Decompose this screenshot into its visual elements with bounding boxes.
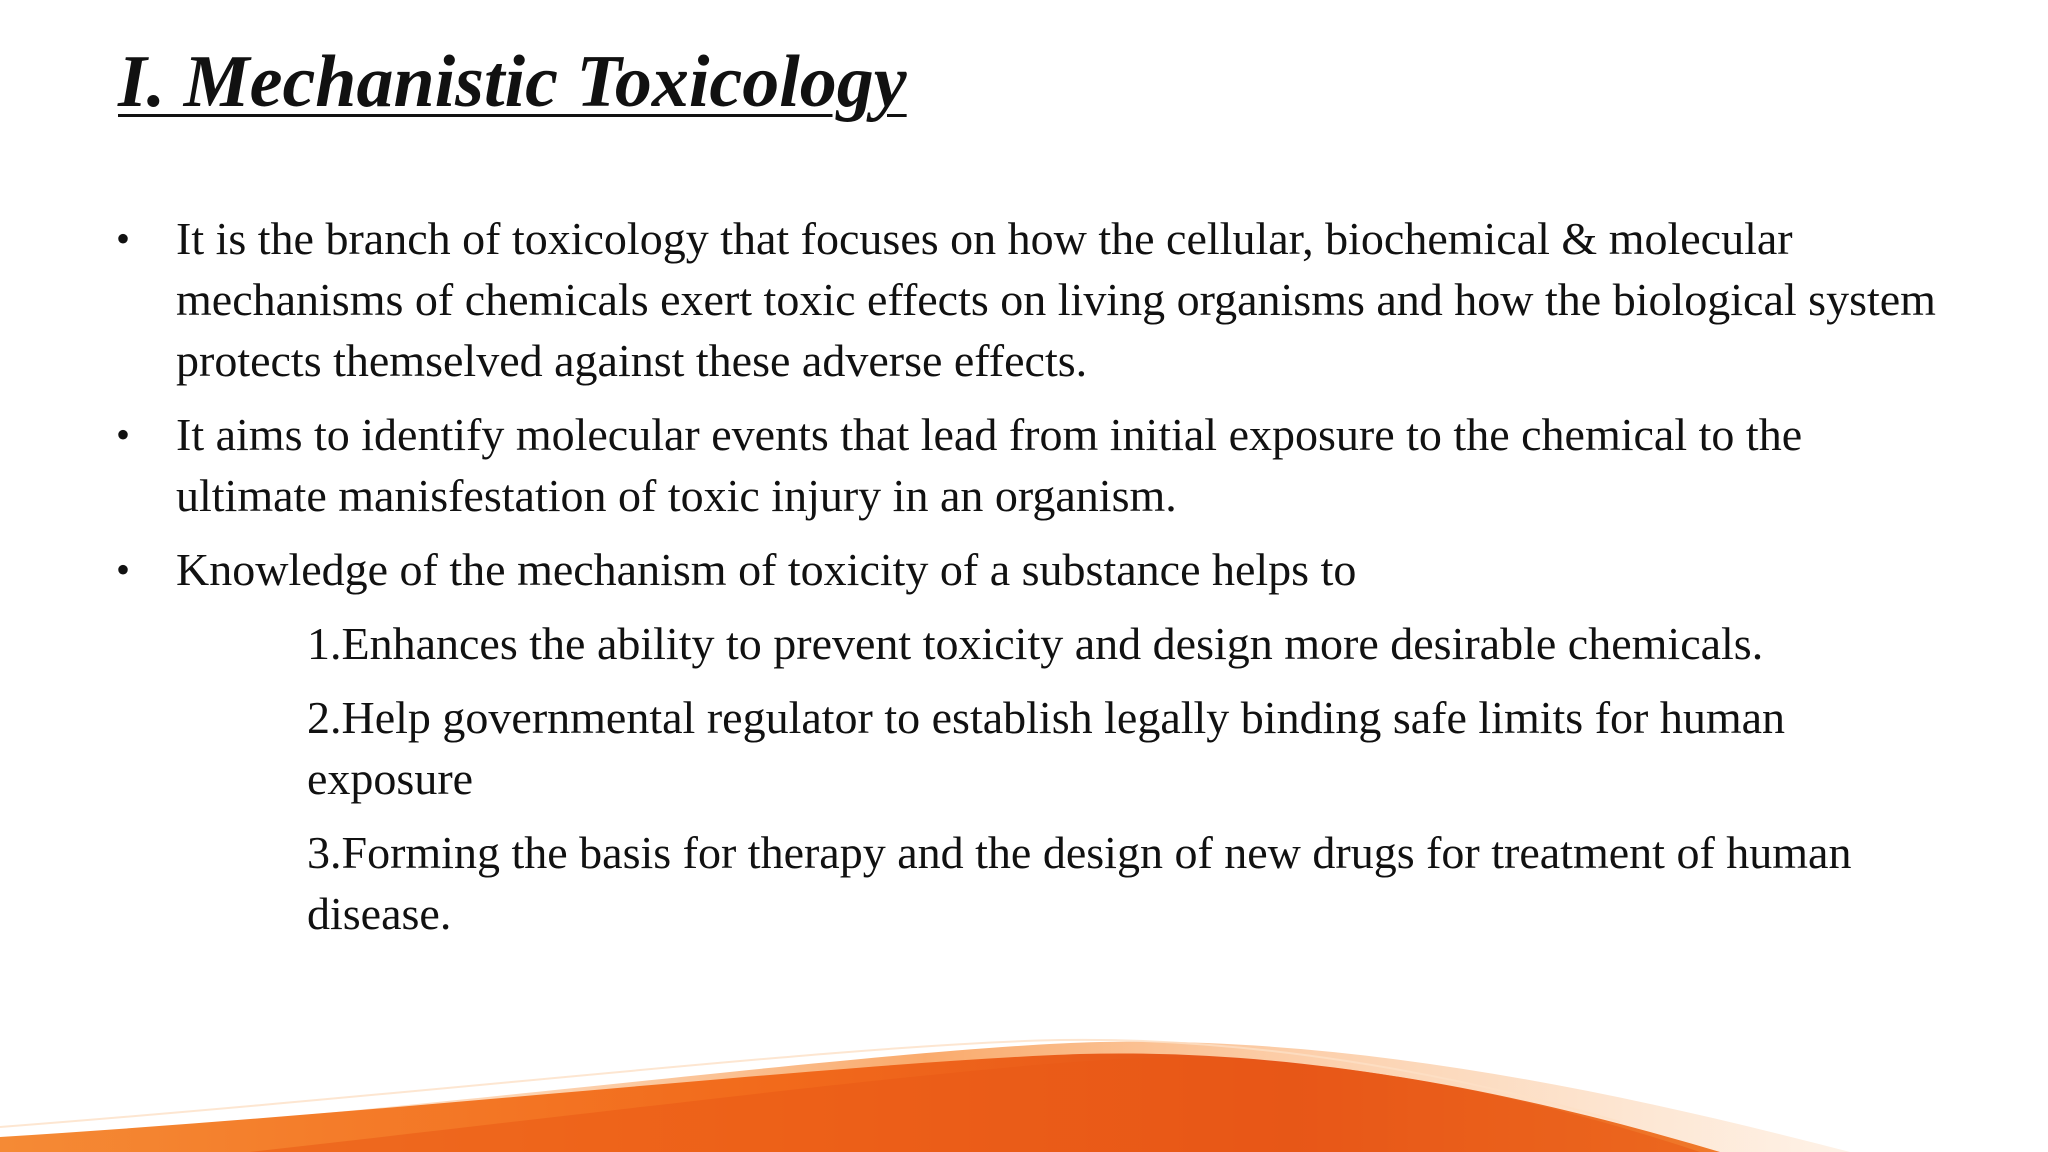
bullet-item: [112, 404, 1942, 526]
bullet-text: It is the branch of toxicology that focuses on how the cellular, biochemical & molecular mechanisms of chemicals exert toxic effects on living organisms and how the biological system protects themselved against these adverse effects.: [176, 213, 1936, 386]
bullet-item: [112, 539, 1942, 944]
numbered-item: 1.Enhances the ability to prevent toxicity and design more desirable chemicals.: [307, 618, 1764, 669]
bullet-item: [112, 208, 1942, 391]
bullet-dot-icon: •: [116, 412, 131, 457]
slide-content: [112, 208, 1942, 957]
bullet-dot-icon: •: [116, 547, 131, 592]
slide-title: I. Mechanistic Toxicology: [118, 41, 907, 123]
bullet-list: [112, 208, 1942, 944]
bullet-text: It aims to identify molecular events that lead from initial exposure to the chemical to the ultimate manisfestation of toxic injury in an organism.: [176, 409, 1803, 521]
bullet-dot-icon: •: [116, 216, 131, 261]
numbered-item: 2.Help governmental regulator to establish legally binding safe limits for human exposure: [307, 692, 1786, 804]
numbered-item: 3.Forming the basis for therapy and the design of new drugs for treatment of human disease.: [307, 827, 1852, 939]
decorative-orange-wave: [0, 992, 2048, 1152]
bullet-text: Knowledge of the mechanism of toxicity of a substance helps to: [176, 544, 1357, 595]
numbered-sublist: [176, 613, 1942, 944]
